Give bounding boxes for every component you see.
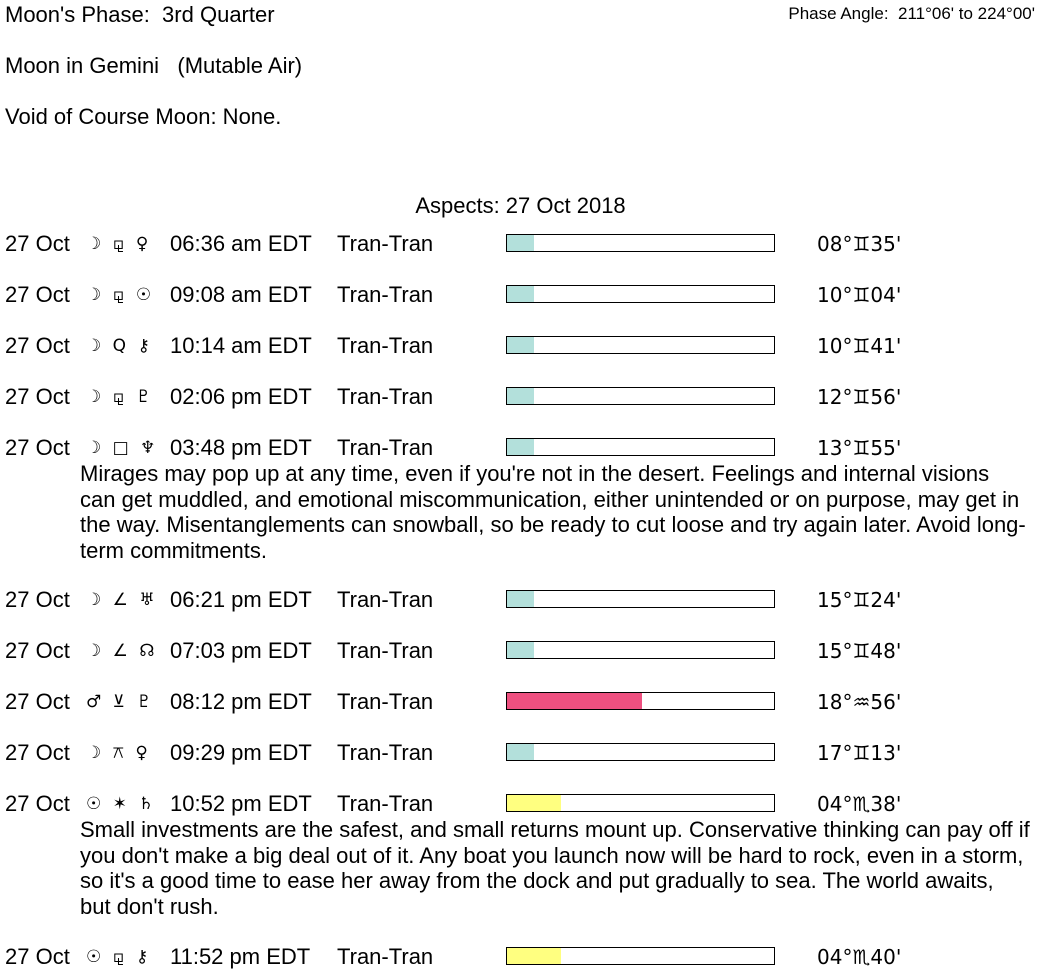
neptune-icon: ♆ xyxy=(140,438,159,458)
venus-icon: ♀ xyxy=(135,234,152,254)
strength-bar-fill xyxy=(507,286,534,302)
aspect-position: 08°♊35' xyxy=(817,232,902,256)
strength-bar xyxy=(506,387,775,405)
aspect-type: Tran-Tran xyxy=(337,231,434,256)
aspect-position: 13°♊55' xyxy=(817,436,902,460)
venus-icon: ♀ xyxy=(135,743,151,763)
aspect-row xyxy=(0,333,1041,359)
aspect-time: 03:48 pm EDT xyxy=(170,435,312,460)
semisextile-icon: ⊻ xyxy=(112,692,129,712)
aspect-row xyxy=(0,435,1041,461)
aspect-time: 06:21 pm EDT xyxy=(170,587,312,612)
aspect-position: 10°♊41' xyxy=(817,334,902,358)
aspect-date: 27 Oct xyxy=(5,689,70,714)
biquintile-icon: ⚼ xyxy=(112,387,128,407)
strength-bar xyxy=(506,438,775,456)
strength-bar xyxy=(506,743,775,761)
moon-sign: Moon in Gemini (Mutable Air) xyxy=(5,53,303,78)
aspect-position: 15°♊48' xyxy=(817,639,902,663)
aspect-time: 10:52 pm EDT xyxy=(170,791,312,816)
strength-bar-fill xyxy=(507,388,534,404)
aspect-date: 27 Oct xyxy=(5,638,70,663)
void-of-course: Void of Course Moon: None. xyxy=(5,104,282,129)
saturn-icon: ♄ xyxy=(138,794,157,814)
aspect-row xyxy=(0,282,1041,308)
aspect-row xyxy=(0,944,1041,970)
aspect-glyphs xyxy=(86,231,164,257)
aspect-time: 09:08 am EDT xyxy=(170,282,312,307)
aspect-glyphs xyxy=(86,333,164,359)
uranus-icon: ♅ xyxy=(139,590,158,610)
square-icon: □ xyxy=(112,438,132,458)
aspect-position: 17°♊13' xyxy=(817,741,902,765)
aspect-position: 10°♊04' xyxy=(817,283,902,307)
strength-bar-fill xyxy=(507,235,534,251)
moon-icon: ☽ xyxy=(86,743,105,763)
strength-bar-fill xyxy=(507,337,534,353)
aspect-row xyxy=(0,384,1041,410)
aspect-glyphs xyxy=(86,282,164,308)
aspect-position: 04°♏38' xyxy=(817,792,902,816)
aspects-title: Aspects: 27 Oct 2018 xyxy=(415,193,626,218)
aspect-position: 04°♏40' xyxy=(817,945,902,969)
strength-bar xyxy=(506,692,775,710)
aspect-date: 27 Oct xyxy=(5,791,70,816)
aspect-row xyxy=(0,638,1041,664)
chiron-icon: ⚷ xyxy=(137,336,153,356)
sun-icon: ☉ xyxy=(86,794,105,814)
strength-bar xyxy=(506,794,775,812)
aspect-date: 27 Oct xyxy=(5,231,70,256)
aspect-glyphs xyxy=(86,435,164,461)
strength-bar-fill xyxy=(507,744,534,760)
strength-bar xyxy=(506,590,775,608)
north-node-icon: ☊ xyxy=(139,641,158,661)
aspect-date: 27 Oct xyxy=(5,384,70,409)
strength-bar-fill xyxy=(507,439,534,455)
strength-bar-fill xyxy=(507,693,642,709)
aspect-type: Tran-Tran xyxy=(337,689,434,714)
aspect-type: Tran-Tran xyxy=(337,333,434,358)
semisquare-icon: ∠ xyxy=(112,590,131,610)
moon-phase: Moon's Phase: 3rd Quarter xyxy=(5,2,275,27)
aspect-time: 07:03 pm EDT xyxy=(170,638,312,663)
chiron-icon: ⚷ xyxy=(135,947,152,967)
aspect-date: 27 Oct xyxy=(5,944,70,969)
strength-bar xyxy=(506,285,775,303)
pluto-icon: ♇ xyxy=(135,387,155,407)
strength-bar xyxy=(506,234,775,252)
moon-icon: ☽ xyxy=(86,641,105,661)
aspect-glyphs xyxy=(86,689,164,715)
phase-angle: Phase Angle: 211°06' to 224°00' xyxy=(788,4,1035,23)
aspect-row xyxy=(0,740,1041,766)
aspect-glyphs xyxy=(86,740,164,766)
semisquare-icon: ∠ xyxy=(112,641,131,661)
sextile-icon: ✶ xyxy=(112,794,130,814)
moon-icon: ☽ xyxy=(86,590,105,610)
aspect-time: 11:52 pm EDT xyxy=(170,944,311,969)
aspect-glyphs xyxy=(86,791,164,817)
aspect-type: Tran-Tran xyxy=(337,435,434,460)
aspect-time: 09:29 pm EDT xyxy=(170,740,312,765)
aspect-type: Tran-Tran xyxy=(337,587,434,612)
aspect-row xyxy=(0,231,1041,257)
aspect-row xyxy=(0,587,1041,613)
aspect-time: 02:06 pm EDT xyxy=(170,384,312,409)
aspect-type: Tran-Tran xyxy=(337,638,434,663)
strength-bar xyxy=(506,641,775,659)
strength-bar-fill xyxy=(507,948,561,964)
aspect-position: 12°♊56' xyxy=(817,385,902,409)
moon-icon: ☽ xyxy=(86,438,105,458)
aspect-interpretation: Mirages may pop up at any time, even if you're not in the desert. Feelings and internal visions can get muddled, and emotional miscommunication, either unintended or on purpose, may get in the way. Misentanglements can snowball, so be ready to cut loose and try again later. Avoid long-term commitments. xyxy=(80,461,1026,563)
aspect-date: 27 Oct xyxy=(5,587,70,612)
quintile-icon: Q xyxy=(112,336,130,356)
biquintile-icon: ⚼ xyxy=(112,947,128,967)
quincunx-icon: ⚻ xyxy=(112,743,127,763)
sun-icon: ☉ xyxy=(86,947,105,967)
strength-bar xyxy=(506,336,775,354)
pluto-icon: ♇ xyxy=(136,692,155,712)
aspect-type: Tran-Tran xyxy=(337,944,434,969)
aspect-time: 08:12 pm EDT xyxy=(170,689,312,714)
moon-icon: ☽ xyxy=(86,285,105,305)
mars-icon: ♂ xyxy=(86,692,105,712)
moon-icon: ☽ xyxy=(86,234,105,254)
sun-icon: ☉ xyxy=(135,285,155,305)
aspect-position: 15°♊24' xyxy=(817,588,902,612)
aspect-type: Tran-Tran xyxy=(337,791,434,816)
aspect-interpretation: Small investments are the safest, and small returns mount up. Conservative thinking can pay off if you don't make a big deal out of it. Any boat you launch now will be hard to rock, even in a storm, so it's a good time to ease her away from the dock and put gradually to sea. The world awaits, but don't rush. xyxy=(80,817,1030,919)
moon-icon: ☽ xyxy=(86,336,105,356)
aspect-glyphs xyxy=(86,587,164,613)
strength-bar-fill xyxy=(507,642,534,658)
aspect-glyphs xyxy=(86,384,164,410)
aspect-date: 27 Oct xyxy=(5,282,70,307)
aspect-position: 18°♒56' xyxy=(817,690,902,714)
aspect-time: 10:14 am EDT xyxy=(170,333,312,358)
aspect-date: 27 Oct xyxy=(5,333,70,358)
aspect-glyphs xyxy=(86,638,164,664)
aspect-type: Tran-Tran xyxy=(337,384,434,409)
biquintile-icon: ⚼ xyxy=(112,234,128,254)
aspect-time: 06:36 am EDT xyxy=(170,231,312,256)
aspect-row xyxy=(0,689,1041,715)
biquintile-icon: ⚼ xyxy=(112,285,128,305)
aspect-row xyxy=(0,791,1041,817)
aspect-glyphs xyxy=(86,944,164,970)
aspect-type: Tran-Tran xyxy=(337,282,434,307)
aspect-type: Tran-Tran xyxy=(337,740,434,765)
aspect-date: 27 Oct xyxy=(5,740,70,765)
strength-bar-fill xyxy=(507,795,561,811)
strength-bar-fill xyxy=(507,591,534,607)
aspect-date: 27 Oct xyxy=(5,435,70,460)
strength-bar xyxy=(506,947,775,965)
moon-icon: ☽ xyxy=(86,387,105,407)
